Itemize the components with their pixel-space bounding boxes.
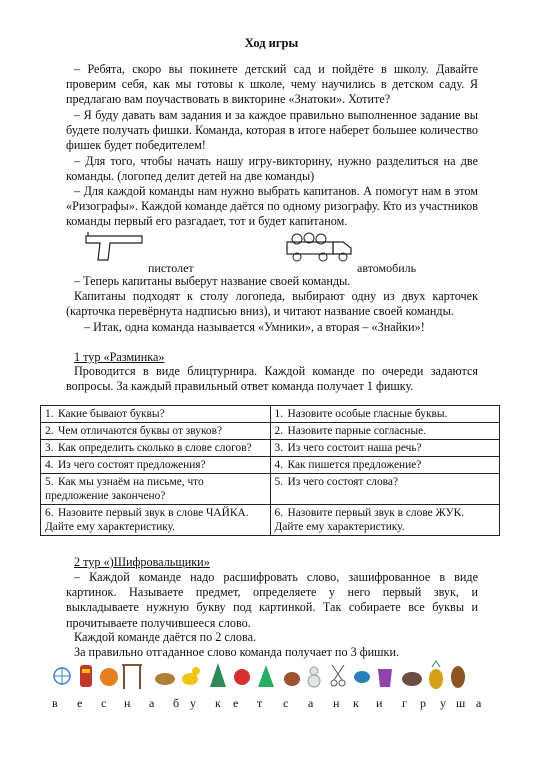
table-row [41, 505, 500, 536]
question-left [41, 505, 271, 536]
pineapple-icon [429, 661, 443, 689]
cipher-letter: а [476, 696, 482, 710]
after-rebus-3 [66, 320, 478, 335]
tree2-icon [258, 665, 274, 687]
question-right [270, 457, 500, 474]
intro-text-3: – Для того, чтобы начать нашу игру-викторину, нужно разделиться на две команды. (логопед делит детей на две команды) [66, 154, 478, 184]
orange-icon [100, 668, 118, 686]
intro-paragraph-1 [66, 62, 478, 108]
cipher-letter: у [440, 696, 446, 710]
question-number: 1. [45, 408, 54, 420]
page-title: Ход игры [244, 36, 299, 50]
table-row [41, 457, 500, 474]
intro-paragraph-2 [66, 108, 478, 154]
scissors-icon [331, 665, 345, 686]
truck-icon [283, 230, 355, 264]
hedgehog-icon [402, 672, 422, 686]
question-text: Как мы узнаём на письме, что предложение закончено? [45, 476, 204, 502]
question-left [41, 474, 271, 505]
question-text: Как определить сколько в слове слогов? [58, 442, 252, 454]
cipher-letter: и [376, 696, 383, 710]
question-number: 6. [274, 507, 284, 519]
table-row [41, 440, 500, 457]
cipher-letter: у [190, 696, 196, 710]
round1-text: Проводится в виде блицтурнира. Каждой команде по очереди задаются вопросы. За каждый правильный ответ команда получает 1 фишку. [66, 364, 478, 394]
cipher-letter: н [124, 696, 131, 710]
squirrel-icon [284, 672, 300, 686]
question-text: Из чего состоят слова? [287, 476, 399, 488]
question-number: 4. [45, 459, 54, 471]
question-number: 1. [274, 408, 284, 420]
cone-icon [451, 666, 465, 688]
question-left [41, 423, 271, 440]
cipher-letter: в [52, 696, 58, 710]
cipher-letters [0, 696, 543, 712]
tomato-icon [234, 669, 250, 685]
question-right [270, 423, 500, 440]
cipher-letter: б [173, 696, 180, 710]
pistol-icon [80, 226, 150, 264]
sock-icon [80, 665, 92, 687]
round1-heading-line [66, 350, 478, 365]
round2-text-2: Каждой команде даётся по 2 слова. [74, 630, 257, 644]
cipher-letter: к [353, 696, 359, 710]
cipher-letter: к [215, 696, 221, 710]
round1-paragraph [66, 364, 478, 394]
question-text: Назовите первый звук в слове ЖУК. Дайте ему характеристику. [274, 507, 465, 533]
cipher-letter: е [77, 696, 83, 710]
questions-table [40, 405, 500, 536]
rebus-right-label: автомобиль [357, 261, 417, 275]
intro-text-4: – Для каждой команды нам нужно выбрать капитанов. А помогут нам в этом «Ризографы». Каждой команде даётся по одному ризографу. Кто из участников команды первый его разгадает, тот и будет капитаном. [66, 184, 478, 229]
bucket-icon [378, 669, 392, 687]
cipher-letter: с [283, 696, 289, 710]
cipher-pictures [52, 659, 472, 693]
question-right [270, 505, 500, 536]
tree-icon [210, 663, 226, 687]
question-number: 3. [274, 442, 284, 454]
bread-icon [155, 673, 175, 685]
intro-text-2: – Я буду давать вам задания и за каждое правильно выполненное задание вы будете получать фишки. Команда, которая в итоге наберет большее количество фишек будет победителем! [66, 108, 478, 153]
round2-paragraph-1 [66, 570, 478, 631]
question-left [41, 440, 271, 457]
table-row [41, 474, 500, 505]
question-text: Чем отличаются буквы от звуков? [58, 425, 223, 437]
cipher-letter: с [101, 696, 107, 710]
after-rebus-text-1: – Теперь капитаны выберут название своей команды. [74, 274, 351, 288]
question-number: 2. [274, 425, 284, 437]
question-text: Назовите первый звук в слове ЧАЙКА. Дайте ему характеристику. [45, 507, 249, 533]
round2-text-3: За правильно отгаданное слово команда получает по 3 фишки. [74, 645, 400, 659]
question-right [270, 406, 500, 423]
question-right [270, 474, 500, 505]
table-row [41, 423, 500, 440]
cipher-letter: ш [456, 696, 466, 710]
after-rebus-text-2: Капитаны подходят к столу логопеда, выбирают одну из двух карточек (карточка перевёрнута надписью вниз), и читают название своей команды. [66, 289, 478, 319]
round2-text-1: – Каждой команде надо расшифровать слово, зашифрованное в виде картинок. Называете предмет, определяете у него первый звук, и выкладываете нужную букву под картинкой. Так собираете все буквы и прочитываете получившееся слово. [66, 570, 478, 630]
question-text: Из чего состоят предложения? [58, 459, 206, 471]
question-number: 5. [274, 476, 284, 488]
cipher-letter: р [420, 696, 426, 710]
question-number: 5. [45, 476, 54, 488]
round2-paragraph-3 [66, 645, 478, 660]
snowflake-icon [54, 668, 70, 684]
swing-icon [122, 665, 142, 689]
question-number: 3. [45, 442, 54, 454]
round2-heading-line [66, 555, 478, 570]
question-number: 4. [274, 459, 284, 471]
snowman-icon [308, 667, 320, 687]
intro-paragraph-4 [66, 184, 478, 230]
cipher-letter: е [233, 696, 239, 710]
intro-text-1: – Ребята, скоро вы покинете детский сад и пойдёте в школу. Давайте проверим себя, как мы готовы к школе, чему научились в детском саду. Я предлагаю вам поучаствовать в викторине «Знатоки». Хотите? [66, 62, 478, 107]
after-rebus-text-3: – Итак, одна команда называется «Умники», а вторая – «Знайки»! [84, 320, 425, 334]
cipher-letter: а [149, 696, 155, 710]
cipher-letter: г [402, 696, 407, 710]
bird-icon [354, 671, 370, 683]
after-rebus-2 [66, 289, 478, 319]
question-right [270, 440, 500, 457]
duck-icon [182, 667, 200, 685]
question-text: Как пишется предложение? [287, 459, 422, 471]
question-number: 6. [45, 507, 54, 519]
rebus-left-label: пистолет [148, 261, 194, 275]
question-text: Какие бывают буквы? [58, 408, 165, 420]
question-left [41, 457, 271, 474]
question-text: Из чего состоит наша речь? [287, 442, 422, 454]
after-rebus-1 [66, 274, 478, 289]
cipher-letter: а [308, 696, 314, 710]
question-left [41, 406, 271, 423]
round2-heading: 2 тур «)Шифровальщики» [74, 555, 210, 569]
question-text: Назовите парные согласные. [287, 425, 427, 437]
question-text: Назовите особые гласные буквы. [287, 408, 448, 420]
cipher-letter: т [257, 696, 263, 710]
intro-paragraph-3 [66, 154, 478, 184]
table-row [41, 406, 500, 423]
cipher-letter: н [333, 696, 340, 710]
round2-paragraph-2 [66, 630, 478, 645]
question-number: 2. [45, 425, 54, 437]
round1-heading: 1 тур «Разминка» [74, 350, 165, 364]
